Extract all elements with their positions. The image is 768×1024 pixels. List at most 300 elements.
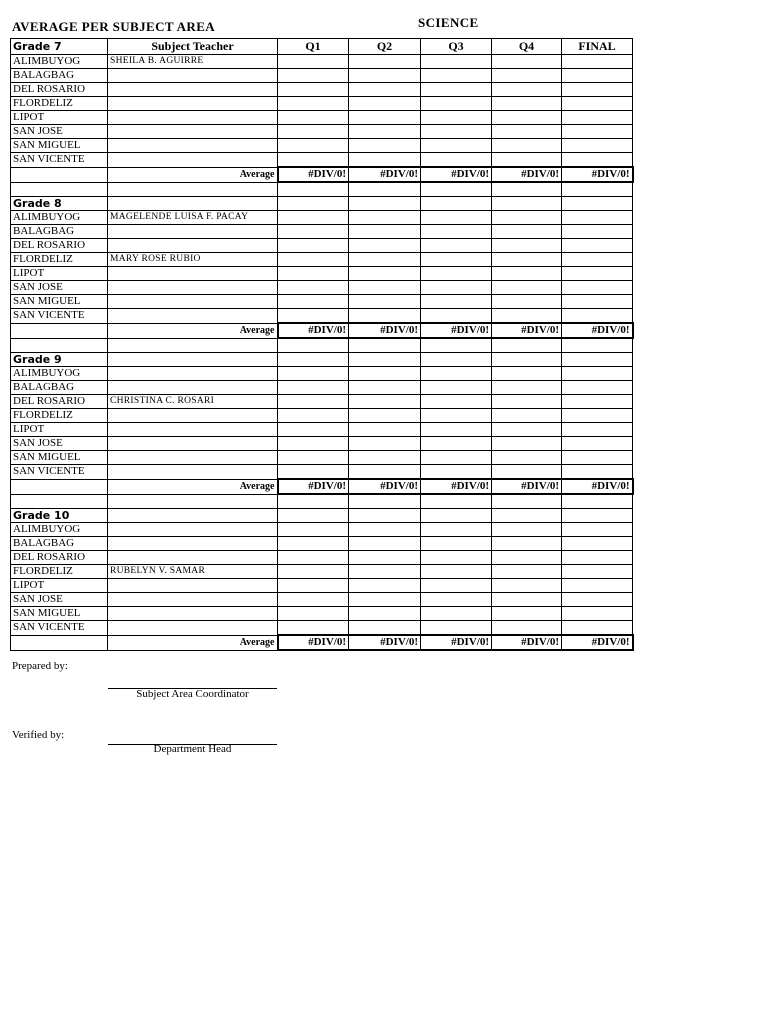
spacer-row xyxy=(11,338,633,353)
final-cell[interactable] xyxy=(562,621,633,636)
teacher-cell[interactable] xyxy=(108,97,278,111)
final-cell[interactable] xyxy=(562,509,633,523)
q2-cell[interactable] xyxy=(349,197,421,211)
table-row xyxy=(11,409,633,423)
q2-cell[interactable] xyxy=(349,253,421,267)
empty-cell xyxy=(11,323,108,338)
teacher-cell[interactable] xyxy=(108,607,278,621)
empty-cell xyxy=(421,338,492,353)
q2-cell[interactable] xyxy=(349,451,421,465)
q4-cell[interactable] xyxy=(492,607,562,621)
final-average: #DIV/0! xyxy=(562,323,633,338)
final-cell[interactable] xyxy=(562,537,633,551)
final-cell[interactable] xyxy=(562,607,633,621)
q4-cell[interactable] xyxy=(492,451,562,465)
q1-cell[interactable] xyxy=(278,395,349,409)
average-row xyxy=(11,323,633,338)
q1-cell[interactable] xyxy=(278,253,349,267)
q3-cell[interactable] xyxy=(421,309,492,324)
page-title: AVERAGE PER SUBJECT AREA xyxy=(12,19,216,34)
q1-cell[interactable] xyxy=(278,423,349,437)
school-name: DEL ROSARIO xyxy=(11,83,108,97)
teacher-cell[interactable] xyxy=(108,111,278,125)
final-cell[interactable] xyxy=(562,125,633,139)
table-row xyxy=(11,97,633,111)
q1-cell[interactable] xyxy=(278,409,349,423)
final-cell[interactable] xyxy=(562,451,633,465)
school-name: BALAGBAG xyxy=(11,225,108,239)
q3-cell[interactable] xyxy=(421,253,492,267)
q4-cell[interactable] xyxy=(492,309,562,324)
q3-cell[interactable] xyxy=(421,353,492,367)
table-row xyxy=(11,69,633,83)
q1-cell[interactable] xyxy=(278,55,349,69)
coordinator-role: Subject Area Coordinator xyxy=(136,688,249,700)
q2-cell[interactable] xyxy=(349,437,421,451)
final-average: #DIV/0! xyxy=(562,167,633,182)
teacher-cell[interactable]: MAGELENDE LUISA F. PACAY xyxy=(108,211,278,225)
empty-cell xyxy=(421,182,492,197)
school-name: BALAGBAG xyxy=(11,69,108,83)
prepared-by-label: Prepared by: xyxy=(12,660,68,672)
final-cell[interactable] xyxy=(562,551,633,565)
q1-cell[interactable] xyxy=(278,197,349,211)
table-row xyxy=(11,537,633,551)
q4-cell[interactable] xyxy=(492,509,562,523)
q1-cell[interactable] xyxy=(278,153,349,168)
grade-label: Grade 10 xyxy=(11,509,108,523)
q2-cell[interactable] xyxy=(349,69,421,83)
q3-cell[interactable] xyxy=(421,211,492,225)
teacher-cell[interactable] xyxy=(108,621,278,636)
table-row xyxy=(11,579,633,593)
teacher-cell[interactable] xyxy=(108,579,278,593)
q1-cell[interactable] xyxy=(278,437,349,451)
school-name: LIPOT xyxy=(11,579,108,593)
spacer-row xyxy=(11,182,633,197)
q3-cell[interactable] xyxy=(421,537,492,551)
q4-cell[interactable] xyxy=(492,225,562,239)
average-row xyxy=(11,479,633,494)
table-row xyxy=(11,55,633,69)
q2-cell[interactable] xyxy=(349,83,421,97)
teacher-cell[interactable] xyxy=(108,593,278,607)
q2-cell[interactable] xyxy=(349,381,421,395)
q1-cell[interactable] xyxy=(278,451,349,465)
teacher-cell[interactable]: SHEILA B. AGUIRRE xyxy=(108,55,278,69)
final-cell[interactable] xyxy=(562,139,633,153)
q1-cell[interactable] xyxy=(278,97,349,111)
teacher-cell[interactable]: CHRISTINA C. ROSARI xyxy=(108,395,278,409)
table-row xyxy=(11,367,633,381)
teacher-cell[interactable] xyxy=(108,281,278,295)
teacher-cell[interactable] xyxy=(108,437,278,451)
school-name: SAN MIGUEL xyxy=(11,295,108,309)
empty-cell[interactable] xyxy=(108,509,278,523)
q3-cell[interactable] xyxy=(421,97,492,111)
q4-average: #DIV/0! xyxy=(492,479,562,494)
q2-cell[interactable] xyxy=(349,125,421,139)
q3-cell[interactable] xyxy=(421,465,492,480)
table-row xyxy=(11,225,633,239)
table-row xyxy=(11,281,633,295)
school-name: FLORDELIZ xyxy=(11,409,108,423)
teacher-cell[interactable] xyxy=(108,367,278,381)
q4-cell[interactable] xyxy=(492,69,562,83)
q1-cell[interactable] xyxy=(278,125,349,139)
q2-cell[interactable] xyxy=(349,225,421,239)
q3-cell[interactable] xyxy=(421,579,492,593)
table-row xyxy=(11,267,633,281)
empty-cell[interactable] xyxy=(108,353,278,367)
q3-cell[interactable] xyxy=(421,125,492,139)
final-cell[interactable] xyxy=(562,197,633,211)
empty-cell xyxy=(492,338,562,353)
school-name: LIPOT xyxy=(11,267,108,281)
empty-cell xyxy=(108,338,278,353)
q2-cell[interactable] xyxy=(349,523,421,537)
q4-cell[interactable] xyxy=(492,537,562,551)
q3-cell[interactable] xyxy=(421,395,492,409)
q3-cell[interactable] xyxy=(421,83,492,97)
grade-header-row xyxy=(11,197,633,211)
q2-cell[interactable] xyxy=(349,267,421,281)
q3-cell[interactable] xyxy=(421,381,492,395)
q4-cell[interactable] xyxy=(492,437,562,451)
q2-cell[interactable] xyxy=(349,621,421,636)
school-name: LIPOT xyxy=(11,111,108,125)
q4-cell[interactable] xyxy=(492,579,562,593)
teacher-cell[interactable] xyxy=(108,295,278,309)
school-name: SAN VICENTE xyxy=(11,621,108,636)
teacher-cell[interactable] xyxy=(108,69,278,83)
final-cell[interactable] xyxy=(562,225,633,239)
q2-cell[interactable] xyxy=(349,551,421,565)
q3-cell[interactable] xyxy=(421,451,492,465)
q1-cell[interactable] xyxy=(278,565,349,579)
q1-cell[interactable] xyxy=(278,139,349,153)
table-row xyxy=(11,551,633,565)
q1-cell[interactable] xyxy=(278,309,349,324)
q1-cell[interactable] xyxy=(278,83,349,97)
school-name: BALAGBAG xyxy=(11,537,108,551)
school-name: SAN MIGUEL xyxy=(11,139,108,153)
q4-cell[interactable] xyxy=(492,267,562,281)
final-cell[interactable] xyxy=(562,353,633,367)
q2-cell[interactable] xyxy=(349,111,421,125)
final-cell[interactable] xyxy=(562,253,633,267)
q4-cell[interactable] xyxy=(492,97,562,111)
q1-cell[interactable] xyxy=(278,593,349,607)
teacher-cell[interactable] xyxy=(108,423,278,437)
final-cell[interactable] xyxy=(562,69,633,83)
teacher-cell[interactable] xyxy=(108,239,278,253)
q2-cell[interactable] xyxy=(349,153,421,168)
q3-cell[interactable] xyxy=(421,593,492,607)
q4-average: #DIV/0! xyxy=(492,167,562,182)
grade-header-row xyxy=(11,509,633,523)
q1-cell[interactable] xyxy=(278,69,349,83)
school-name: BALAGBAG xyxy=(11,381,108,395)
school-name: ALIMBUYOG xyxy=(11,55,108,69)
average-row xyxy=(11,167,633,182)
average-label: Average xyxy=(108,167,278,182)
q1-cell[interactable] xyxy=(278,367,349,381)
q4-cell[interactable] xyxy=(492,83,562,97)
teacher-cell[interactable] xyxy=(108,125,278,139)
teacher-cell[interactable] xyxy=(108,551,278,565)
average-table xyxy=(10,38,634,651)
q4-cell[interactable] xyxy=(492,565,562,579)
q1-cell[interactable] xyxy=(278,353,349,367)
q2-cell[interactable] xyxy=(349,139,421,153)
grade-7-header: Grade 7 xyxy=(11,39,108,55)
table-row xyxy=(11,437,633,451)
average-label: Average xyxy=(108,479,278,494)
table-row xyxy=(11,211,633,225)
q4-cell[interactable] xyxy=(492,125,562,139)
teacher-cell[interactable] xyxy=(108,451,278,465)
q2-cell[interactable] xyxy=(349,239,421,253)
teacher-cell[interactable] xyxy=(108,153,278,168)
teacher-cell[interactable] xyxy=(108,309,278,324)
q4-cell[interactable] xyxy=(492,621,562,636)
q4-cell[interactable] xyxy=(492,367,562,381)
q4-cell[interactable] xyxy=(492,253,562,267)
school-name: SAN VICENTE xyxy=(11,465,108,480)
final-cell[interactable] xyxy=(562,579,633,593)
school-name: ALIMBUYOG xyxy=(11,367,108,381)
q2-average: #DIV/0! xyxy=(349,635,421,650)
final-cell[interactable] xyxy=(562,309,633,324)
q3-cell[interactable] xyxy=(421,621,492,636)
q2-cell[interactable] xyxy=(349,593,421,607)
q1-average: #DIV/0! xyxy=(278,635,349,650)
q1-cell[interactable] xyxy=(278,465,349,480)
q2-average: #DIV/0! xyxy=(349,167,421,182)
empty-cell xyxy=(278,494,349,509)
school-name: FLORDELIZ xyxy=(11,565,108,579)
q3-cell[interactable] xyxy=(421,111,492,125)
final-cell[interactable] xyxy=(562,381,633,395)
school-name: DEL ROSARIO xyxy=(11,395,108,409)
q3-cell[interactable] xyxy=(421,607,492,621)
empty-cell xyxy=(492,494,562,509)
q4-cell[interactable] xyxy=(492,523,562,537)
final-cell[interactable] xyxy=(562,239,633,253)
q2-average: #DIV/0! xyxy=(349,323,421,338)
q4-cell[interactable] xyxy=(492,465,562,480)
final-cell[interactable] xyxy=(562,267,633,281)
q3-cell[interactable] xyxy=(421,437,492,451)
q4-cell[interactable] xyxy=(492,423,562,437)
q4-cell[interactable] xyxy=(492,381,562,395)
q2-header: Q2 xyxy=(349,39,421,55)
q2-cell[interactable] xyxy=(349,423,421,437)
final-average: #DIV/0! xyxy=(562,635,633,650)
q3-cell[interactable] xyxy=(421,295,492,309)
teacher-cell[interactable]: RUBELYN V. SAMAR xyxy=(108,565,278,579)
teacher-cell[interactable] xyxy=(108,267,278,281)
q4-cell[interactable] xyxy=(492,281,562,295)
final-cell[interactable] xyxy=(562,367,633,381)
q2-cell[interactable] xyxy=(349,395,421,409)
table-row xyxy=(11,593,633,607)
q1-cell[interactable] xyxy=(278,381,349,395)
q4-cell[interactable] xyxy=(492,593,562,607)
q3-cell[interactable] xyxy=(421,423,492,437)
school-name: SAN JOSE xyxy=(11,281,108,295)
q3-cell[interactable] xyxy=(421,197,492,211)
teacher-cell[interactable]: MARY ROSE RUBIO xyxy=(108,253,278,267)
q3-cell[interactable] xyxy=(421,55,492,69)
teacher-cell[interactable] xyxy=(108,139,278,153)
q1-cell[interactable] xyxy=(278,211,349,225)
q2-cell[interactable] xyxy=(349,97,421,111)
q4-cell[interactable] xyxy=(492,353,562,367)
q1-cell[interactable] xyxy=(278,225,349,239)
q2-cell[interactable] xyxy=(349,281,421,295)
q3-cell[interactable] xyxy=(421,551,492,565)
q1-cell[interactable] xyxy=(278,111,349,125)
final-cell[interactable] xyxy=(562,465,633,480)
q2-cell[interactable] xyxy=(349,509,421,523)
final-cell[interactable] xyxy=(562,295,633,309)
final-cell[interactable] xyxy=(562,153,633,168)
school-name: SAN JOSE xyxy=(11,593,108,607)
q3-cell[interactable] xyxy=(421,139,492,153)
teacher-cell[interactable] xyxy=(108,537,278,551)
final-cell[interactable] xyxy=(562,523,633,537)
q1-cell[interactable] xyxy=(278,537,349,551)
empty-cell[interactable] xyxy=(108,197,278,211)
final-cell[interactable] xyxy=(562,211,633,225)
q1-average: #DIV/0! xyxy=(278,323,349,338)
q2-cell[interactable] xyxy=(349,409,421,423)
q3-cell[interactable] xyxy=(421,69,492,83)
school-name: LIPOT xyxy=(11,423,108,437)
final-cell[interactable] xyxy=(562,55,633,69)
empty-cell xyxy=(278,338,349,353)
final-cell[interactable] xyxy=(562,83,633,97)
q4-cell[interactable] xyxy=(492,395,562,409)
average-label: Average xyxy=(108,323,278,338)
final-cell[interactable] xyxy=(562,437,633,451)
q1-cell[interactable] xyxy=(278,551,349,565)
q1-cell[interactable] xyxy=(278,281,349,295)
q2-cell[interactable] xyxy=(349,607,421,621)
teacher-cell[interactable] xyxy=(108,409,278,423)
table-row xyxy=(11,565,633,579)
q2-cell[interactable] xyxy=(349,211,421,225)
q2-cell[interactable] xyxy=(349,295,421,309)
grade-label: Grade 8 xyxy=(11,197,108,211)
q1-cell[interactable] xyxy=(278,239,349,253)
q1-cell[interactable] xyxy=(278,579,349,593)
q4-cell[interactable] xyxy=(492,239,562,253)
q2-cell[interactable] xyxy=(349,55,421,69)
q4-cell[interactable] xyxy=(492,409,562,423)
final-cell[interactable] xyxy=(562,593,633,607)
q2-cell[interactable] xyxy=(349,537,421,551)
teacher-cell[interactable] xyxy=(108,225,278,239)
q2-cell[interactable] xyxy=(349,579,421,593)
school-name: DEL ROSARIO xyxy=(11,551,108,565)
q4-cell[interactable] xyxy=(492,111,562,125)
q3-cell[interactable] xyxy=(421,267,492,281)
header-row xyxy=(11,39,633,55)
final-cell[interactable] xyxy=(562,423,633,437)
teacher-cell[interactable] xyxy=(108,523,278,537)
final-cell[interactable] xyxy=(562,409,633,423)
q4-cell[interactable] xyxy=(492,295,562,309)
q1-cell[interactable] xyxy=(278,295,349,309)
q1-cell[interactable] xyxy=(278,267,349,281)
q1-average: #DIV/0! xyxy=(278,479,349,494)
final-cell[interactable] xyxy=(562,97,633,111)
q3-cell[interactable] xyxy=(421,225,492,239)
subject-teacher-header: Subject Teacher xyxy=(108,39,278,55)
q1-cell[interactable] xyxy=(278,509,349,523)
q3-cell[interactable] xyxy=(421,281,492,295)
q2-cell[interactable] xyxy=(349,353,421,367)
empty-cell xyxy=(492,182,562,197)
q3-cell[interactable] xyxy=(421,367,492,381)
q2-cell[interactable] xyxy=(349,465,421,480)
q1-cell[interactable] xyxy=(278,621,349,636)
q1-cell[interactable] xyxy=(278,607,349,621)
q4-cell[interactable] xyxy=(492,197,562,211)
q4-cell[interactable] xyxy=(492,211,562,225)
school-name: ALIMBUYOG xyxy=(11,523,108,537)
q3-cell[interactable] xyxy=(421,239,492,253)
q3-cell[interactable] xyxy=(421,523,492,537)
q2-cell[interactable] xyxy=(349,367,421,381)
final-cell[interactable] xyxy=(562,281,633,295)
teacher-cell[interactable] xyxy=(108,83,278,97)
final-cell[interactable] xyxy=(562,395,633,409)
q2-cell[interactable] xyxy=(349,565,421,579)
q4-cell[interactable] xyxy=(492,153,562,168)
q1-average: #DIV/0! xyxy=(278,167,349,182)
final-cell[interactable] xyxy=(562,111,633,125)
final-average: #DIV/0! xyxy=(562,479,633,494)
table-row xyxy=(11,125,633,139)
final-cell[interactable] xyxy=(562,565,633,579)
teacher-cell[interactable] xyxy=(108,381,278,395)
q3-cell[interactable] xyxy=(421,409,492,423)
q2-cell[interactable] xyxy=(349,309,421,324)
q3-cell[interactable] xyxy=(421,565,492,579)
q3-average: #DIV/0! xyxy=(421,479,492,494)
q3-cell[interactable] xyxy=(421,153,492,168)
table-row xyxy=(11,239,633,253)
q1-cell[interactable] xyxy=(278,523,349,537)
empty-cell xyxy=(11,167,108,182)
q3-average: #DIV/0! xyxy=(421,167,492,182)
teacher-cell[interactable] xyxy=(108,465,278,480)
q4-cell[interactable] xyxy=(492,55,562,69)
q4-cell[interactable] xyxy=(492,139,562,153)
q3-cell[interactable] xyxy=(421,509,492,523)
q4-cell[interactable] xyxy=(492,551,562,565)
empty-cell xyxy=(108,494,278,509)
empty-cell xyxy=(108,182,278,197)
table-row xyxy=(11,111,633,125)
grade-header-row xyxy=(11,353,633,367)
table-row xyxy=(11,607,633,621)
q3-average: #DIV/0! xyxy=(421,635,492,650)
